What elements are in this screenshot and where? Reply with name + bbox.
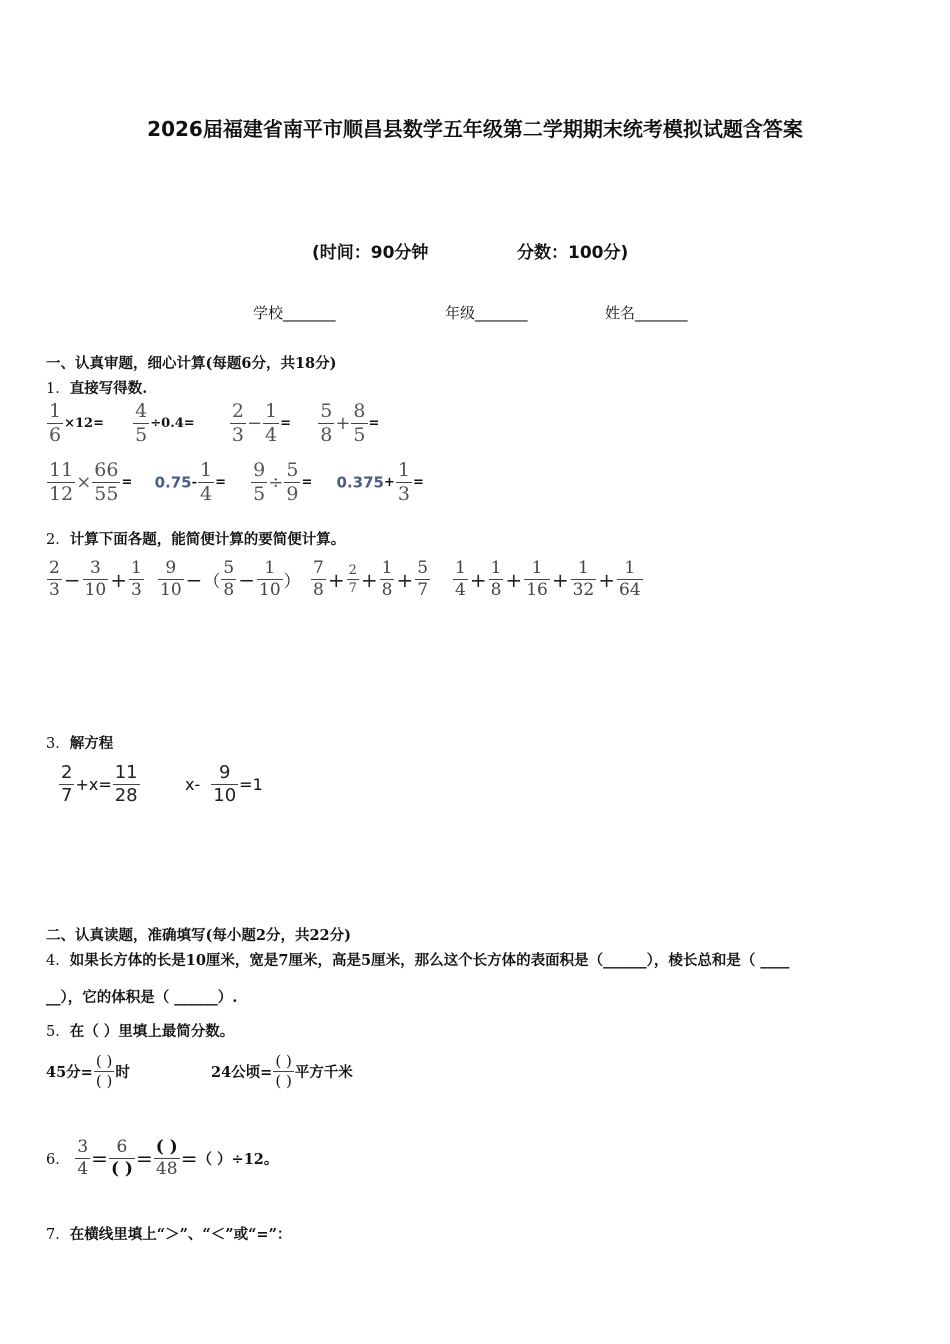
equals-sign: = [280, 416, 292, 431]
fraction: $\frac{9}{5}$ [253, 459, 266, 505]
fraction: $\frac{3}{4}$ [77, 1137, 89, 1179]
question-text: __），它的体积是（ ______）. [46, 989, 238, 1006]
plus-sign: + [396, 567, 414, 592]
fraction: $\frac{1}{64}$ [619, 558, 641, 600]
fraction: $\frac{1}{10}$ [259, 558, 281, 600]
fraction: $\frac{1}{6}$ [49, 400, 62, 446]
fraction: $\frac{1}{3}$ [397, 459, 410, 505]
question-number: 4． [46, 953, 70, 969]
question-text: 在横线里填上“＞”、“＜”或“=”： [69, 1226, 292, 1243]
item-unit: 平方千米 [294, 1064, 353, 1081]
minus-sign: − [185, 567, 203, 592]
fraction-blank: $\frac{( )}{( )}$ [275, 1052, 292, 1090]
exam-time: (时间：90分钟 [312, 243, 429, 263]
fraction: $\frac{1}{8}$ [381, 558, 393, 600]
question-4-line-1 [46, 949, 789, 970]
q2-expression-4 [452, 560, 644, 599]
fraction: $\frac{1}{3}$ [131, 558, 142, 600]
equals-sign: = [180, 1146, 198, 1171]
fraction: $\frac{8}{5}$ [353, 400, 366, 446]
plus-sign: + [551, 567, 569, 592]
fraction: $\frac{1}{32}$ [572, 558, 595, 600]
name-field: 姓名_______ [605, 304, 688, 322]
equation-suffix: =1 [239, 775, 263, 794]
equals-sign: = [413, 475, 424, 490]
minus-sign: - [191, 475, 197, 490]
plus-sign: + [469, 567, 487, 592]
question-6 [46, 1139, 278, 1178]
equals-sign: = [368, 416, 380, 431]
question-1 [46, 377, 147, 398]
fraction: $\frac{5}{9}$ [286, 459, 299, 505]
fraction-blank: $\frac{( )}{( )}$ [95, 1052, 113, 1090]
section-1-heading: 一、认真审题，细心计算(每题6分，共18分) [46, 355, 337, 372]
right-paren: ） [283, 572, 301, 592]
decimal-number: 0.75 [154, 473, 192, 492]
question-4-line-2 [46, 986, 237, 1007]
fraction: $\frac{2}{3}$ [49, 558, 60, 600]
fraction: $\frac{2}{7}$ [348, 563, 357, 596]
fraction: $\frac{5}{8}$ [320, 400, 333, 446]
question-text: 在（ ）里填上最简分数。 [69, 1023, 235, 1040]
item-unit: 时 [115, 1064, 130, 1081]
fraction: $\frac{5}{8}$ [223, 558, 235, 600]
plus-sign: + [110, 567, 127, 592]
minus-sign: − [63, 567, 81, 592]
question-number: 1． [46, 381, 70, 397]
left-paren: （ [203, 572, 221, 592]
divide-sign: ÷ [268, 472, 284, 493]
question-number: 7． [46, 1227, 70, 1243]
fraction: $\frac{11}{28}$ [114, 762, 138, 806]
exam-score: 分数：100分) [517, 243, 629, 263]
fraction: $\frac{( )}{48}$ [155, 1137, 178, 1179]
plus-sign: + [360, 567, 378, 592]
fraction: $\frac{7}{8}$ [313, 558, 324, 600]
expression-operator: ×12= [64, 416, 104, 431]
plus-sign: + [327, 567, 345, 592]
fraction: $\frac{1}{16}$ [526, 558, 548, 600]
section-2-heading: 二、认真读题，准确填写(每小题2分，共22分) [46, 927, 351, 944]
question-7 [46, 1223, 291, 1244]
plus-sign: + [505, 567, 523, 592]
question-2 [46, 528, 345, 549]
school-field: 学校_______ [253, 304, 336, 322]
question-tail: （ ）÷12。 [197, 1151, 279, 1168]
fraction: $\frac{9}{10}$ [160, 558, 182, 600]
equation-1 [58, 764, 141, 805]
minus-sign: − [238, 567, 255, 592]
document-title: 2026届福建省南平市顺昌县数学五年级第二学期期末统考模拟试题含答案 [147, 117, 803, 141]
grade-field: 年级_______ [445, 304, 528, 322]
equals-sign: = [215, 475, 226, 490]
q2-expression-1 [46, 560, 145, 599]
fraction: $\frac{2}{3}$ [231, 400, 244, 446]
fraction: $\frac{9}{10}$ [213, 762, 237, 806]
expression-operator: ÷0.4= [150, 416, 195, 431]
equals-sign: = [135, 1146, 153, 1171]
q1-row-1 [46, 402, 379, 445]
q1-row-2 [46, 461, 424, 504]
plus-sign: + [384, 475, 395, 490]
q2-expression-2 [157, 560, 301, 599]
plus-sign: + [335, 413, 351, 434]
fraction: $\frac{11}{12}$ [49, 459, 74, 505]
question-text: 直接写得数. [69, 380, 148, 397]
fraction: $\frac{1}{8}$ [490, 558, 502, 600]
question-5 [46, 1020, 234, 1041]
question-number: 3． [46, 736, 70, 752]
fraction: $\frac{5}{7}$ [417, 558, 429, 600]
question-text: 计算下面各题，能简便计算的要简便计算。 [69, 531, 346, 548]
q5-item-b [211, 1054, 353, 1089]
fraction: $\frac{4}{5}$ [135, 400, 148, 446]
decimal-number: 0.375 [336, 473, 384, 492]
fraction: $\frac{66}{55}$ [94, 459, 119, 505]
equation-2 [185, 764, 263, 805]
equals-sign: = [91, 1146, 108, 1171]
question-text: 如果长方体的长是10厘米，宽是7厘米，高是5厘米，那么这个长方体的表面积是（______），棱长总和是（ ____ [69, 952, 790, 969]
item-prefix: 24公顷= [211, 1064, 273, 1081]
question-number: 5． [46, 1024, 70, 1040]
question-number: 2． [46, 532, 70, 548]
equals-sign: = [301, 475, 313, 490]
question-3 [46, 732, 113, 753]
fraction: $\frac{2}{7}$ [61, 762, 73, 806]
fraction: $\frac{6}{( )}$ [110, 1137, 133, 1179]
times-sign: × [76, 472, 92, 493]
fraction: $\frac{1}{4}$ [265, 400, 278, 446]
equals-sign: = [121, 475, 133, 490]
equation-middle: +x= [75, 775, 112, 794]
fraction: $\frac{1}{4}$ [199, 459, 213, 505]
q2-expression-3 [310, 560, 431, 599]
q5-item-a [46, 1054, 130, 1089]
question-number: 6． [46, 1152, 70, 1168]
question-text: 解方程 [69, 735, 114, 752]
item-prefix: 45分= [46, 1064, 93, 1081]
fraction: $\frac{3}{10}$ [84, 558, 107, 600]
equation-prefix: x- [185, 775, 201, 794]
minus-sign: − [246, 413, 263, 434]
fraction: $\frac{1}{4}$ [455, 558, 466, 600]
plus-sign: + [598, 567, 615, 592]
